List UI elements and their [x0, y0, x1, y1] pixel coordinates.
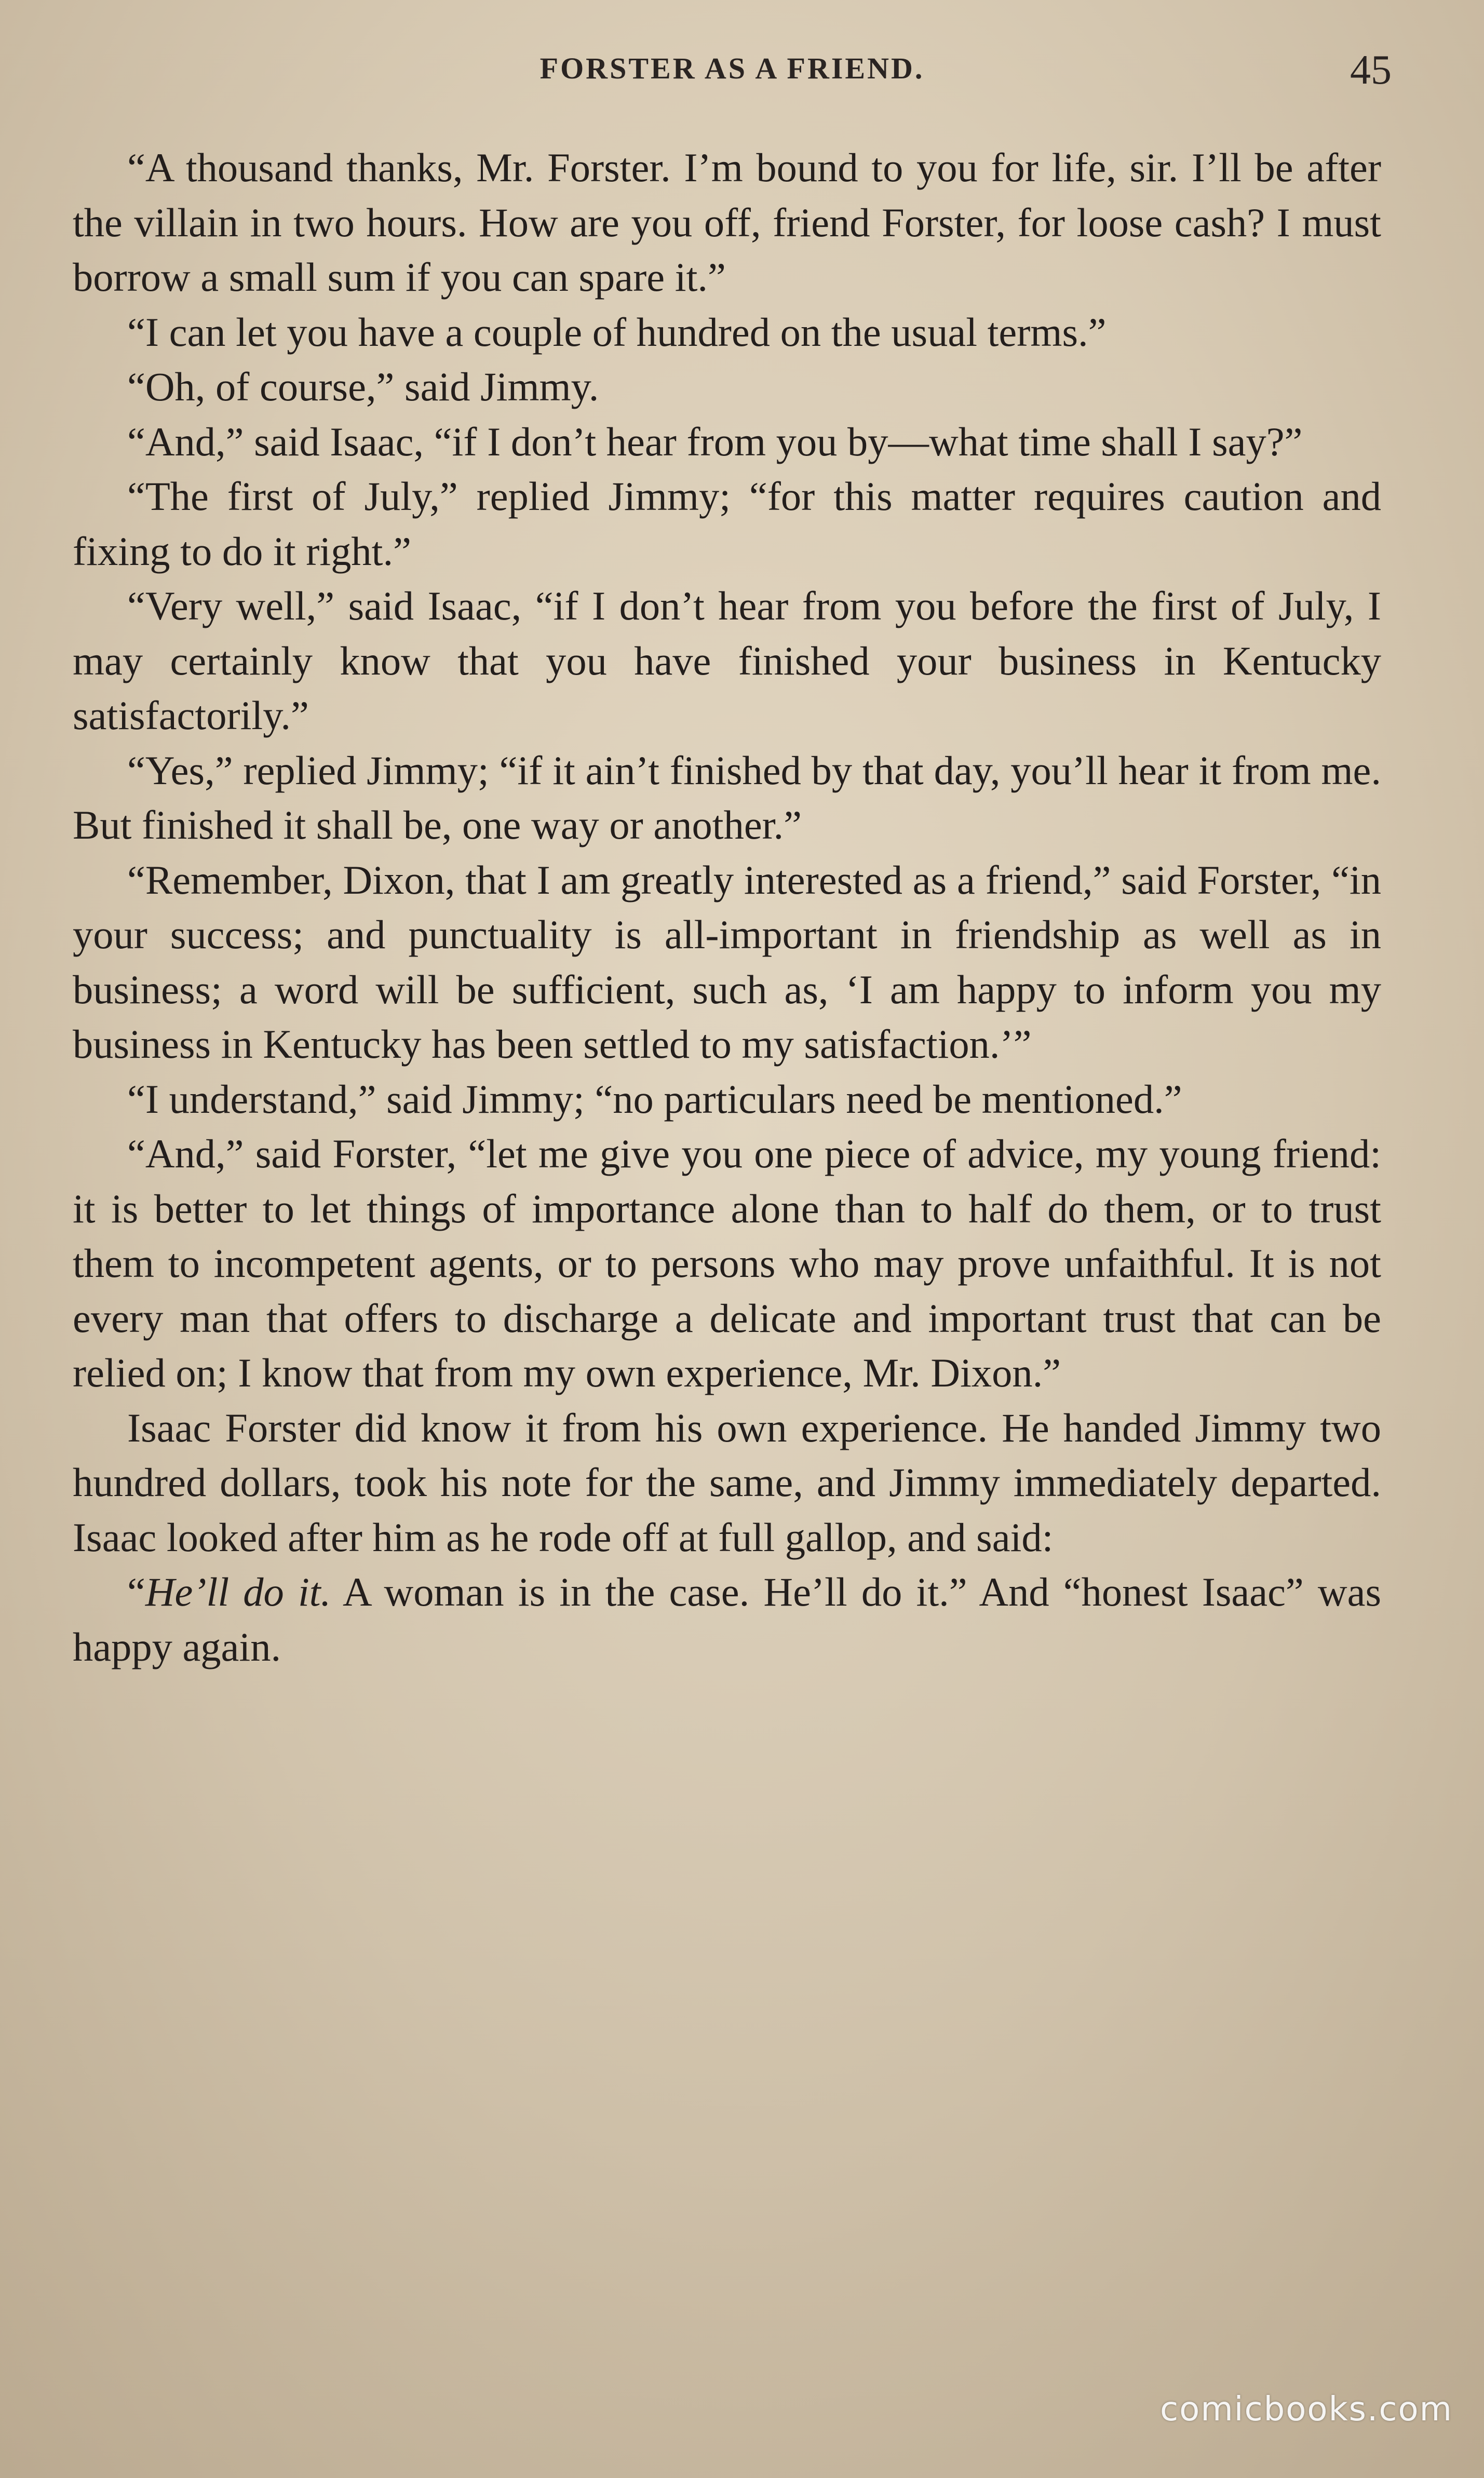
paragraph: “A thousand thanks, Mr. Forster. I’m bound to you for life, sir. I’ll be after the villain in two hours. How are you off, friend Forster, for loose cash? I must borrow a small sum if you can spare it.” — [73, 145, 1381, 300]
paragraph: “The first of July,” replied Jimmy; “for this matter requires caution and fixing to do it right.” — [73, 474, 1381, 574]
paragraph: Isaac Forster did know it from his own experience. He handed Jimmy two hundred dollars, took his note for the same, and Jimmy immediately departed. Isaac looked after him as he rode off at full gallop, and said: — [73, 1405, 1381, 1560]
body-text — [73, 140, 1381, 1674]
final-paragraph — [73, 1565, 1381, 1674]
paragraph: “I can let you have a couple of hundred on the usual terms.” — [127, 309, 1107, 355]
paragraph: “Very well,” said Isaac, “if I don’t hear from you before the first of July, I may certainly know that you have finished your business in Kentucky satisfactorily.” — [73, 583, 1381, 738]
final-emphasis: He’ll do it. — [145, 1569, 331, 1614]
final-open-quote: “ — [127, 1569, 145, 1614]
paragraph: “And,” said Isaac, “if I don’t hear from you by—what time shall I say?” — [127, 419, 1303, 464]
paragraph: “And,” said Forster, “let me give you one piece of advice, my young friend: it is better to let things of importance alone than to half do them, or to trust them to incompetent agents, or to persons who may prove unfaithful. It is not every man that offers to discharge a delicate and important trust that can be relied on; I know that from my own experience, Mr. Dixon.” — [73, 1131, 1381, 1395]
paragraph: “I understand,” said Jimmy; “no particulars need be mentioned.” — [127, 1076, 1182, 1122]
page-number: 45 — [1350, 47, 1392, 93]
final-rest: A woman is in the case. He’ll do it.” And “honest Isaac” was happy again. — [73, 1569, 1382, 1669]
paragraph: “Oh, of course,” said Jimmy. — [127, 364, 599, 409]
watermark: comicbooks.com — [1159, 2390, 1453, 2429]
paragraph: “Remember, Dixon, that I am greatly interested as a friend,” said Forster, “in your success; and punctuality is all-important in friendship as well as in business; a word will be sufficient, such as, ‘I am happy to inform you my business in Kentucky has been settled to my satisfaction.’” — [73, 857, 1381, 1067]
running-head: FORSTER AS A FRIEND. — [539, 51, 925, 85]
paragraph: “Yes,” replied Jimmy; “if it ain’t finished by that day, you’ll hear it from me. But finished it shall be, one way or another.” — [73, 747, 1381, 847]
page-header — [73, 47, 1392, 93]
